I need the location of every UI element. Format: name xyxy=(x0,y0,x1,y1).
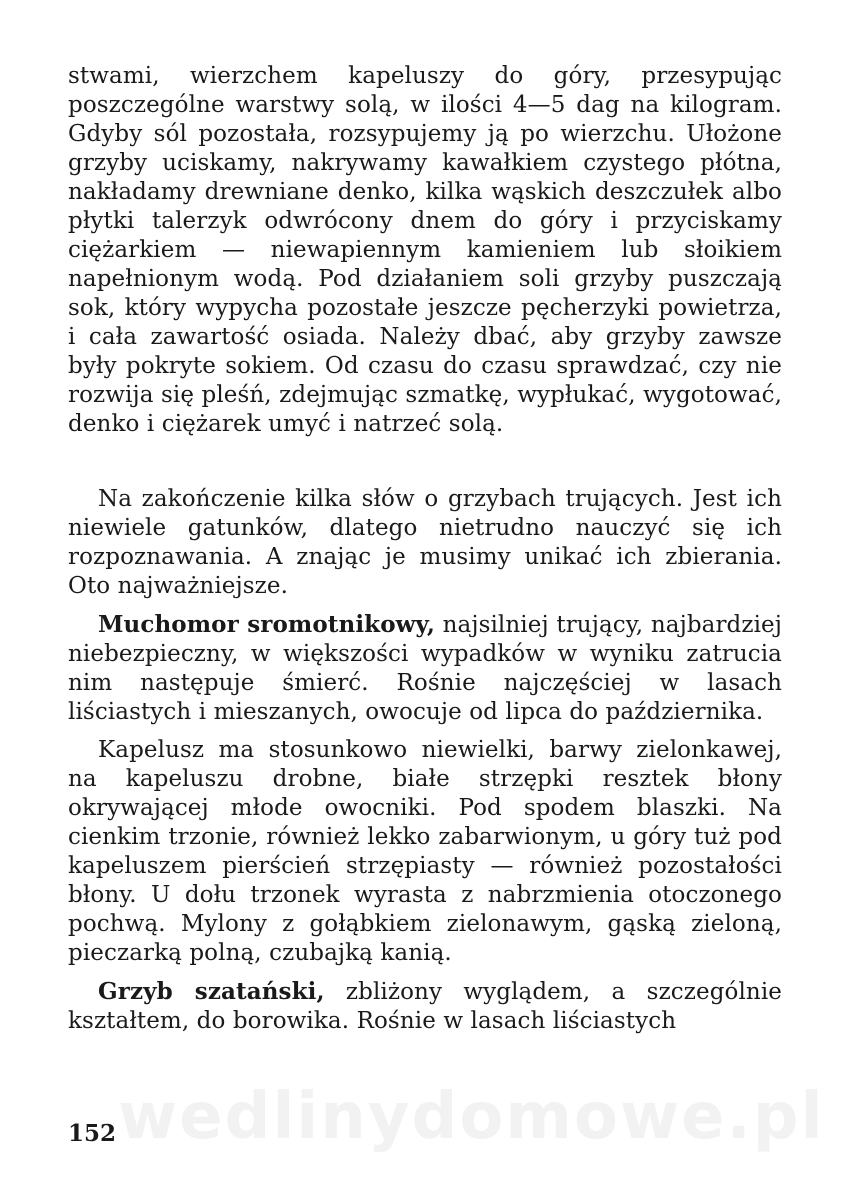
paragraph-salting: stwami, wierzchem kapeluszy do góry, przesypując poszczególne warstwy solą, w ilości 4—5 dag na kilogram. Gdyby sól pozostała, rozsypujemy ją po wierzchu. Ułożone grzyby uciskamy, nakrywamy kawałkiem czystego płótna, nakładamy drewniane denko, kilka wąskich deszczułek albo płytki talerzyk odwrócony dnem do góry i przyciskamy ciężarkiem — niewapiennym kamieniem lub słoikiem napełnionym wodą. Pod działaniem soli grzyby puszczają sok, który wypycha pozostałe jeszcze pęcherzyki powietrza, i cała zawartość osiada. Należy dbać, aby grzyby zawsze były pokryte sokiem. Od czasu do czasu sprawdzać, czy nie rozwija się pleśń, zdejmując szmatkę, wypłukać, wygotować, denko i ciężarek umyć i natrzeć solą. xyxy=(68,63,782,437)
term-satan-bolete: Grzyb szatański, xyxy=(98,978,325,1005)
paragraph-death-cap-appearance: Kapelusz ma stosunkowo niewielki, barwy zielonkawej, na kapeluszu drobne, białe strzępki resztek błony okrywającej młode owocniki. Pod spodem blaszki. Na cienkim trzonie, również lekko zabarwionym, u góry tuż pod kapeluszem pierścień strzępiasty — również pozostałości błony. U dołu trzonek wyrasta z nabrzmienia otoczonego pochwą. Mylony z gołąbkiem zielonawym, gąską zieloną, pieczarką polną, czubajką kanią. xyxy=(68,737,782,966)
paragraph-death-cap xyxy=(68,610,782,727)
satan-bolete-description: zbliżony wyglądem, a szczególnie kształtem, do borowika. Rośnie w lasach liściastych xyxy=(68,979,783,1034)
watermark: wedlinydomowe.pl xyxy=(118,1080,825,1154)
paragraph-poisonous-intro: Na zakończenie kilka słów o grzybach trujących. Jest ich niewiele gatunków, dlatego nietrudno nauczyć się ich rozpoznawania. A znając je musimy unikać ich zbierania. Oto najważniejsze. xyxy=(68,486,782,599)
paragraph-satan-bolete xyxy=(68,977,782,1036)
page-number: 152 xyxy=(68,1120,117,1147)
death-cap-description: najsilniej trujący, najbardziej niebezpieczny, w większości wypadków w wyniku zatrucia nim następuje śmierć. Rośnie najczęściej w lasach liściastych i mieszanych, owocuje od lipca do października. xyxy=(68,612,782,725)
page-body xyxy=(68,62,782,1036)
term-death-cap: Muchomor sromotnikowy, xyxy=(98,611,435,638)
